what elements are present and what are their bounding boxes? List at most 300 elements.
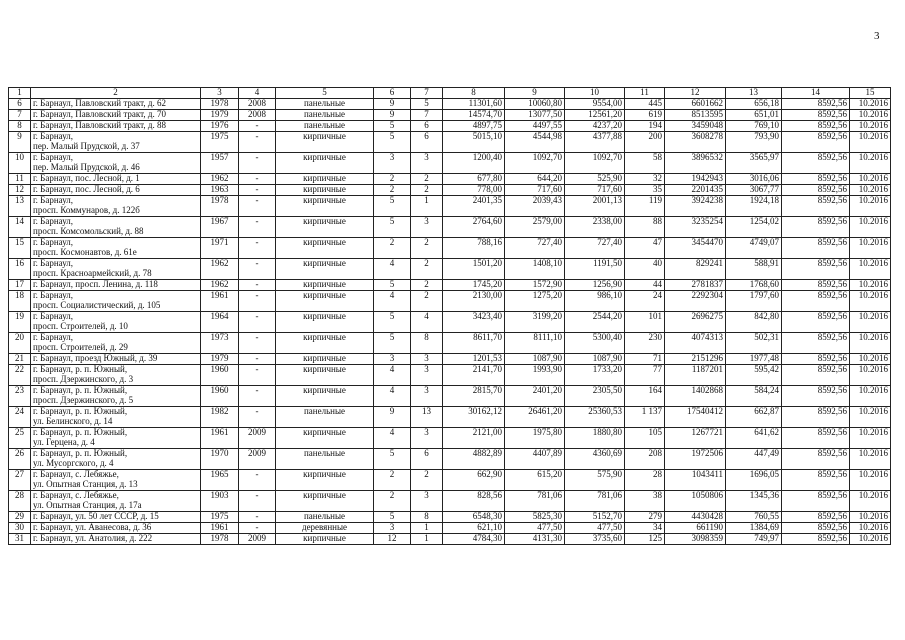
repair-year-cell: - (239, 407, 276, 428)
wall-material-cell: кирпичные (276, 428, 374, 449)
build-year-cell: 1957 (201, 153, 239, 174)
row-number: 29 (9, 512, 31, 523)
specific-cost-cell: 842,80 (726, 312, 782, 333)
total-area-cell: 6548,30 (443, 512, 505, 523)
wall-material-cell: кирпичные (276, 196, 374, 217)
floors-cell: 2 (374, 174, 411, 185)
table-row (9, 523, 891, 534)
wall-material-cell: кирпичные (276, 185, 374, 196)
residents-cell: 619 (625, 110, 665, 121)
floors-cell: 5 (374, 196, 411, 217)
address-cell (31, 291, 201, 312)
total-area-cell: 8611,70 (443, 333, 505, 354)
living-area-cell: 1275,20 (505, 291, 565, 312)
cost-cell: 2201435 (665, 185, 726, 196)
total-area-cell: 3423,40 (443, 312, 505, 333)
table-row (9, 238, 891, 259)
date-cell: 10.2016 (850, 259, 891, 280)
limit-cost-cell: 8592,56 (782, 99, 850, 110)
residents-cell: 38 (625, 491, 665, 512)
table-row (9, 470, 891, 491)
address-line: просп. Комсомольский, д. 88 (33, 225, 144, 236)
limit-cost-cell: 8592,56 (782, 491, 850, 512)
entrances-cell: 2 (411, 291, 443, 312)
specific-cost-cell: 1977,48 (726, 354, 782, 365)
specific-cost-cell: 769,10 (726, 121, 782, 132)
date-cell: 10.2016 (850, 354, 891, 365)
living-area-cell: 1408,10 (505, 259, 565, 280)
table-row (9, 121, 891, 132)
floors-cell: 9 (374, 99, 411, 110)
address-cell (31, 132, 201, 153)
floors-cell: 5 (374, 449, 411, 470)
column-header: 3 (201, 88, 239, 99)
address-line: г. Барнаул, (33, 237, 74, 247)
wall-material-cell: панельные (276, 449, 374, 470)
floors-cell: 4 (374, 291, 411, 312)
table-row (9, 449, 891, 470)
specific-cost-cell: 1797,60 (726, 291, 782, 312)
specific-cost-cell: 656,18 (726, 99, 782, 110)
residents-cell: 32 (625, 174, 665, 185)
wall-material-cell: кирпичные (276, 386, 374, 407)
column-header: 15 (850, 88, 891, 99)
column-header: 5 (276, 88, 374, 99)
residential-area-cell: 717,60 (565, 185, 625, 196)
entrances-cell: 1 (411, 523, 443, 534)
address-line: ул. Герцена, д. 4 (33, 436, 95, 447)
entrances-cell: 1 (411, 534, 443, 545)
wall-material-cell: кирпичные (276, 259, 374, 280)
row-number: 26 (9, 449, 31, 470)
repair-year-cell: 2008 (239, 99, 276, 110)
limit-cost-cell: 8592,56 (782, 110, 850, 121)
specific-cost-cell: 749,97 (726, 534, 782, 545)
row-number: 31 (9, 534, 31, 545)
residents-cell: 125 (625, 534, 665, 545)
residential-area-cell: 525,90 (565, 174, 625, 185)
limit-cost-cell: 8592,56 (782, 132, 850, 153)
table-row (9, 217, 891, 238)
address-line: г. Барнаул, р. п. Южный, (33, 406, 128, 416)
total-area-cell: 1745,20 (443, 280, 505, 291)
address-line: г. Барнаул, пос. Лесной, д. 1 (33, 173, 140, 183)
residential-area-cell: 2544,20 (565, 312, 625, 333)
repair-year-cell: 2008 (239, 110, 276, 121)
repair-year-cell: - (239, 312, 276, 333)
floors-cell: 2 (374, 491, 411, 512)
address-line: г. Барнаул, с. Лебяжье, (33, 469, 119, 479)
floors-cell: 4 (374, 365, 411, 386)
build-year-cell: 1975 (201, 512, 239, 523)
residential-area-cell: 5152,70 (565, 512, 625, 523)
floors-cell: 12 (374, 534, 411, 545)
specific-cost-cell: 3016,06 (726, 174, 782, 185)
wall-material-cell: панельные (276, 407, 374, 428)
wall-material-cell: кирпичные (276, 365, 374, 386)
cost-cell: 2292304 (665, 291, 726, 312)
date-cell: 10.2016 (850, 174, 891, 185)
date-cell: 10.2016 (850, 280, 891, 291)
row-number: 14 (9, 217, 31, 238)
entrances-cell: 13 (411, 407, 443, 428)
row-number: 18 (9, 291, 31, 312)
date-cell: 10.2016 (850, 386, 891, 407)
build-year-cell: 1971 (201, 238, 239, 259)
build-year-cell: 1961 (201, 428, 239, 449)
residents-cell: 230 (625, 333, 665, 354)
floors-cell: 3 (374, 523, 411, 534)
floors-cell: 2 (374, 185, 411, 196)
build-year-cell: 1960 (201, 386, 239, 407)
address-line: ул. Опытная Станция, д. 13 (33, 478, 138, 489)
cost-cell: 1402868 (665, 386, 726, 407)
living-area-cell: 4544,98 (505, 132, 565, 153)
specific-cost-cell: 651,01 (726, 110, 782, 121)
address-line: просп. Красноармейский, д. 78 (33, 267, 152, 278)
address-line: пер. Малый Прудской, д. 37 (33, 140, 140, 151)
limit-cost-cell: 8592,56 (782, 523, 850, 534)
address-line: ул. Белинского, д. 14 (33, 415, 113, 426)
table-row (9, 110, 891, 121)
residential-area-cell: 781,06 (565, 491, 625, 512)
residents-cell: 28 (625, 470, 665, 491)
floors-cell: 5 (374, 132, 411, 153)
residents-cell: 105 (625, 428, 665, 449)
residents-cell: 200 (625, 132, 665, 153)
residential-area-cell: 25360,53 (565, 407, 625, 428)
total-area-cell: 4882,89 (443, 449, 505, 470)
living-area-cell: 717,60 (505, 185, 565, 196)
specific-cost-cell: 662,87 (726, 407, 782, 428)
date-cell: 10.2016 (850, 153, 891, 174)
column-header: 7 (411, 88, 443, 99)
table-row (9, 333, 891, 354)
residents-cell: 58 (625, 153, 665, 174)
address-cell (31, 333, 201, 354)
floors-cell: 4 (374, 259, 411, 280)
cost-cell: 3608278 (665, 132, 726, 153)
cost-cell: 1942943 (665, 174, 726, 185)
wall-material-cell: кирпичные (276, 470, 374, 491)
address-cell (31, 153, 201, 174)
total-area-cell: 828,56 (443, 491, 505, 512)
header-row (9, 88, 891, 99)
wall-material-cell: кирпичные (276, 354, 374, 365)
table-row (9, 174, 891, 185)
build-year-cell: 1982 (201, 407, 239, 428)
table-row (9, 512, 891, 523)
column-header: 1 (9, 88, 31, 99)
cost-cell: 3459048 (665, 121, 726, 132)
residents-cell: 88 (625, 217, 665, 238)
total-area-cell: 788,16 (443, 238, 505, 259)
date-cell: 10.2016 (850, 407, 891, 428)
cost-cell: 6601662 (665, 99, 726, 110)
residential-area-cell: 9554,00 (565, 99, 625, 110)
repair-year-cell: 2009 (239, 428, 276, 449)
specific-cost-cell: 502,31 (726, 333, 782, 354)
floors-cell: 2 (374, 470, 411, 491)
residents-cell: 71 (625, 354, 665, 365)
residential-area-cell: 986,10 (565, 291, 625, 312)
address-cell (31, 217, 201, 238)
repair-year-cell: - (239, 121, 276, 132)
residential-area-cell: 1880,80 (565, 428, 625, 449)
address-line: ул. Мусоргского, д. 4 (33, 457, 114, 468)
build-year-cell: 1979 (201, 354, 239, 365)
address-line: г. Барнаул, ул. 50 лет СССР, д. 15 (33, 511, 159, 521)
residential-area-cell: 477,50 (565, 523, 625, 534)
date-cell: 10.2016 (850, 217, 891, 238)
address-cell (31, 449, 201, 470)
limit-cost-cell: 8592,56 (782, 238, 850, 259)
entrances-cell: 4 (411, 312, 443, 333)
address-line: просп. Строителей, д. 10 (33, 320, 128, 331)
limit-cost-cell: 8592,56 (782, 312, 850, 333)
cost-cell: 1050806 (665, 491, 726, 512)
limit-cost-cell: 8592,56 (782, 512, 850, 523)
repair-year-cell: - (239, 185, 276, 196)
floors-cell: 5 (374, 512, 411, 523)
column-header: 9 (505, 88, 565, 99)
specific-cost-cell: 3565,97 (726, 153, 782, 174)
total-area-cell: 11301,60 (443, 99, 505, 110)
living-area-cell: 1087,90 (505, 354, 565, 365)
build-year-cell: 1978 (201, 534, 239, 545)
address-line: г. Барнаул, (33, 311, 74, 321)
residents-cell: 34 (625, 523, 665, 534)
floors-cell: 5 (374, 121, 411, 132)
build-year-cell: 1965 (201, 470, 239, 491)
table-row (9, 132, 891, 153)
entrances-cell: 2 (411, 259, 443, 280)
cost-cell: 1267721 (665, 428, 726, 449)
address-line: г. Барнаул, р. п. Южный, (33, 364, 128, 374)
wall-material-cell: панельные (276, 99, 374, 110)
cost-cell: 3454470 (665, 238, 726, 259)
row-number: 10 (9, 153, 31, 174)
repair-year-cell: - (239, 354, 276, 365)
address-line: просп. Строителей, д. 29 (33, 341, 128, 352)
table-row (9, 291, 891, 312)
specific-cost-cell: 4749,07 (726, 238, 782, 259)
limit-cost-cell: 8592,56 (782, 185, 850, 196)
column-header: 12 (665, 88, 726, 99)
residents-cell: 77 (625, 365, 665, 386)
entrances-cell: 2 (411, 238, 443, 259)
living-area-cell: 1092,70 (505, 153, 565, 174)
build-year-cell: 1979 (201, 110, 239, 121)
cost-cell: 2151296 (665, 354, 726, 365)
repair-year-cell: - (239, 259, 276, 280)
date-cell: 10.2016 (850, 491, 891, 512)
limit-cost-cell: 8592,56 (782, 333, 850, 354)
row-number: 27 (9, 470, 31, 491)
repair-year-cell: - (239, 386, 276, 407)
cost-cell: 3235254 (665, 217, 726, 238)
specific-cost-cell: 1254,02 (726, 217, 782, 238)
living-area-cell: 615,20 (505, 470, 565, 491)
date-cell: 10.2016 (850, 99, 891, 110)
cost-cell: 3896532 (665, 153, 726, 174)
living-area-cell: 4407,89 (505, 449, 565, 470)
date-cell: 10.2016 (850, 333, 891, 354)
repair-year-cell: - (239, 196, 276, 217)
address-line: просп. Коммунаров, д. 122б (33, 204, 140, 215)
column-header: 10 (565, 88, 625, 99)
total-area-cell: 30162,12 (443, 407, 505, 428)
entrances-cell: 8 (411, 512, 443, 523)
table-row (9, 153, 891, 174)
address-cell (31, 365, 201, 386)
address-line: г. Барнаул, (33, 152, 74, 162)
specific-cost-cell: 447,49 (726, 449, 782, 470)
residents-cell: 119 (625, 196, 665, 217)
living-area-cell: 2401,20 (505, 386, 565, 407)
entrances-cell: 2 (411, 280, 443, 291)
build-year-cell: 1973 (201, 333, 239, 354)
floors-cell: 5 (374, 333, 411, 354)
address-line: просп. Космонавтов, д. 61е (33, 246, 137, 257)
table-row (9, 386, 891, 407)
table-row (9, 428, 891, 449)
wall-material-cell: кирпичные (276, 534, 374, 545)
address-line: г. Барнаул, (33, 290, 74, 300)
address-line: г. Барнаул, с. Лебяжье, (33, 490, 119, 500)
repair-year-cell: - (239, 491, 276, 512)
row-number: 8 (9, 121, 31, 132)
date-cell: 10.2016 (850, 121, 891, 132)
table-row (9, 534, 891, 545)
address-cell (31, 428, 201, 449)
total-area-cell: 4784,30 (443, 534, 505, 545)
cost-cell: 3924238 (665, 196, 726, 217)
cost-cell: 1043411 (665, 470, 726, 491)
address-line: г. Барнаул, Павловский тракт, д. 62 (33, 98, 166, 108)
table-row (9, 365, 891, 386)
column-header: 4 (239, 88, 276, 99)
total-area-cell: 2401,35 (443, 196, 505, 217)
cost-cell: 8513595 (665, 110, 726, 121)
residential-area-cell: 5300,40 (565, 333, 625, 354)
wall-material-cell: кирпичные (276, 174, 374, 185)
repair-year-cell: 2009 (239, 534, 276, 545)
build-year-cell: 1978 (201, 196, 239, 217)
date-cell: 10.2016 (850, 196, 891, 217)
entrances-cell: 2 (411, 470, 443, 491)
table-row (9, 99, 891, 110)
entrances-cell: 8 (411, 333, 443, 354)
living-area-cell: 4131,30 (505, 534, 565, 545)
total-area-cell: 2141,70 (443, 365, 505, 386)
build-year-cell: 1962 (201, 174, 239, 185)
address-line: г. Барнаул, ул. Аванесова, д. 36 (33, 522, 152, 532)
floors-cell: 4 (374, 428, 411, 449)
address-line: г. Барнаул, (33, 131, 74, 141)
address-line: г. Барнаул, проезд Южный, д. 39 (33, 353, 158, 363)
cost-cell: 4430428 (665, 512, 726, 523)
entrances-cell: 7 (411, 110, 443, 121)
specific-cost-cell: 1345,36 (726, 491, 782, 512)
repair-year-cell: - (239, 174, 276, 185)
living-area-cell: 3199,20 (505, 312, 565, 333)
repair-year-cell: - (239, 153, 276, 174)
floors-cell: 9 (374, 110, 411, 121)
living-area-cell: 2039,43 (505, 196, 565, 217)
limit-cost-cell: 8592,56 (782, 153, 850, 174)
table-row (9, 354, 891, 365)
residential-area-cell: 4377,88 (565, 132, 625, 153)
residential-area-cell: 4237,20 (565, 121, 625, 132)
wall-material-cell: кирпичные (276, 238, 374, 259)
repair-year-cell: - (239, 333, 276, 354)
living-area-cell: 644,20 (505, 174, 565, 185)
cost-cell: 17540412 (665, 407, 726, 428)
entrances-cell: 2 (411, 174, 443, 185)
row-number: 22 (9, 365, 31, 386)
address-cell (31, 491, 201, 512)
repair-year-cell: - (239, 132, 276, 153)
entrances-cell: 3 (411, 153, 443, 174)
limit-cost-cell: 8592,56 (782, 449, 850, 470)
address-line: г. Барнаул, Павловский тракт, д. 70 (33, 109, 166, 119)
date-cell: 10.2016 (850, 365, 891, 386)
residential-area-cell: 575,90 (565, 470, 625, 491)
cost-cell: 1187201 (665, 365, 726, 386)
address-line: г. Барнаул, (33, 258, 74, 268)
cost-cell: 829241 (665, 259, 726, 280)
table-row (9, 280, 891, 291)
build-year-cell: 1967 (201, 217, 239, 238)
build-year-cell: 1970 (201, 449, 239, 470)
specific-cost-cell: 793,90 (726, 132, 782, 153)
residents-cell: 208 (625, 449, 665, 470)
date-cell: 10.2016 (850, 449, 891, 470)
row-number: 25 (9, 428, 31, 449)
entrances-cell: 2 (411, 185, 443, 196)
column-header: 8 (443, 88, 505, 99)
build-year-cell: 1962 (201, 259, 239, 280)
address-line: г. Барнаул, Павловский тракт, д. 88 (33, 120, 166, 130)
residential-area-cell: 1191,50 (565, 259, 625, 280)
address-cell (31, 470, 201, 491)
row-number: 11 (9, 174, 31, 185)
column-header: 14 (782, 88, 850, 99)
total-area-cell: 662,90 (443, 470, 505, 491)
table-row (9, 491, 891, 512)
entrances-cell: 3 (411, 217, 443, 238)
wall-material-cell: кирпичные (276, 491, 374, 512)
repair-year-cell: - (239, 523, 276, 534)
entrances-cell: 6 (411, 121, 443, 132)
address-cell (31, 312, 201, 333)
specific-cost-cell: 595,42 (726, 365, 782, 386)
entrances-cell: 5 (411, 99, 443, 110)
page-number: 3 (874, 30, 880, 42)
address-cell (31, 99, 201, 110)
table-row (9, 185, 891, 196)
entrances-cell: 3 (411, 491, 443, 512)
date-cell: 10.2016 (850, 185, 891, 196)
address-cell (31, 174, 201, 185)
table-row (9, 407, 891, 428)
floors-cell: 4 (374, 386, 411, 407)
address-cell (31, 196, 201, 217)
date-cell: 10.2016 (850, 428, 891, 449)
living-area-cell: 2579,00 (505, 217, 565, 238)
limit-cost-cell: 8592,56 (782, 365, 850, 386)
